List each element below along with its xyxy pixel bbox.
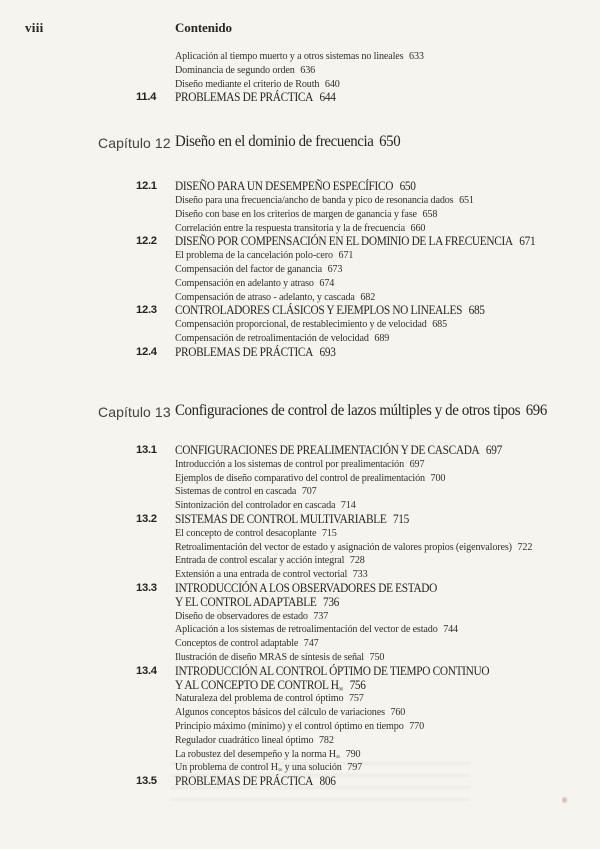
toc-subentry — [0, 734, 600, 748]
subentry-line — [175, 194, 474, 208]
subentry-line — [175, 554, 365, 568]
section-page-number: 644 — [319, 90, 336, 105]
toc-section-entry — [0, 596, 600, 610]
toc-section-entry — [0, 91, 600, 105]
section-title-line — [175, 596, 339, 610]
section-title: SISTEMAS DE CONTROL MULTIVARIABLE — [175, 512, 387, 527]
toc-subentry — [0, 499, 600, 513]
section-title: PROBLEMAS DE PRÁCTICA — [175, 774, 314, 789]
toc-subentry — [0, 318, 600, 332]
subentry-text: Extensión a una entrada de control vectorial — [175, 568, 348, 581]
section-title: CONTROLADORES CLÁSICOS Y EJEMPLOS NO LINEALES — [175, 303, 463, 318]
toc-subentry — [0, 610, 600, 624]
section-title-line — [175, 444, 502, 458]
section-number: 13.4 — [136, 664, 157, 677]
subentry-page-number: 671 — [338, 249, 354, 262]
section-page-number: 693 — [319, 344, 336, 359]
toc-section-entry — [0, 665, 600, 679]
subentry-text: Aplicación a los sistemas de retroalimentación del vector de estado — [175, 623, 438, 636]
toc-subentry — [0, 249, 600, 263]
toc-subentry — [0, 720, 600, 734]
subentry-text: Compensación de retroalimentación de velocidad — [175, 331, 369, 344]
subentry-text: Diseño de observadores de estado — [175, 609, 308, 622]
toc-subentry — [0, 263, 600, 277]
toc-subentry — [0, 568, 600, 582]
subentry-page-number: 660 — [410, 221, 426, 234]
subentry-line — [175, 291, 375, 305]
toc-section-entry — [0, 679, 600, 693]
section-number: 13.5 — [136, 775, 157, 788]
subentry-line — [175, 610, 328, 624]
subentry-line — [175, 541, 532, 555]
section-title-line — [175, 235, 535, 249]
subentry-page-number: 697 — [409, 457, 425, 470]
subentry-text: Diseño para una frecuencia/ancho de banda y pico de resonancia dados — [175, 193, 454, 206]
subentry-line — [175, 249, 353, 263]
section-number: 12.1 — [136, 180, 157, 193]
subentry-text: El concepto de control desacoplante — [175, 526, 317, 539]
chapter-page-number: 650 — [379, 133, 401, 151]
subentry-line — [175, 78, 340, 92]
section-title: INTRODUCCIÓN A LOS OBSERVADORES DE ESTADO — [175, 581, 438, 596]
subentry-page-number: 797 — [347, 761, 363, 774]
toc-subentry — [0, 706, 600, 720]
chapter-title-line — [175, 131, 400, 153]
toc-section-entry — [0, 513, 600, 527]
section-page-number: 806 — [319, 774, 336, 789]
subentry-line — [175, 263, 342, 277]
section-title-line — [175, 304, 485, 318]
toc-subentry — [0, 458, 600, 472]
toc-subentry — [0, 208, 600, 222]
chapter-label: Capítulo 13 — [98, 403, 171, 420]
subentry-text: Ejemplos de diseño comparativo del control de prealimentación — [175, 471, 425, 484]
page-folio: viii — [25, 20, 44, 35]
subentry-line — [175, 458, 424, 472]
subentry-line — [175, 318, 447, 332]
section-title-line — [175, 513, 409, 527]
chapter-title: Diseño en el dominio de frecuencia — [175, 133, 374, 151]
chapter-heading — [0, 400, 600, 422]
section-page-number: 756 — [349, 677, 366, 692]
subentry-page-number: 757 — [348, 692, 364, 705]
toc-subentry — [0, 761, 600, 775]
section-title: Y EL CONTROL ADAPTABLE — [175, 594, 317, 609]
toc-section-entry — [0, 444, 600, 458]
section-title-line — [175, 346, 336, 360]
subentry-page-number: 633 — [409, 50, 424, 62]
toc-section-entry — [0, 775, 600, 789]
toc-section-entry — [0, 346, 600, 360]
subentry-line — [175, 222, 425, 236]
subentry-text: Conceptos de control adaptable — [175, 637, 299, 650]
toc-section-entry — [0, 304, 600, 318]
toc-subentry — [0, 64, 600, 78]
subentry-text: Compensación de atraso - adelanto, y cascada — [175, 290, 355, 303]
subentry-text: Dominancia de segundo orden — [175, 63, 295, 76]
subentry-page-number: 651 — [459, 193, 474, 206]
subentry-line — [175, 485, 317, 499]
section-number: 12.2 — [136, 235, 157, 248]
toc-subentry — [0, 527, 600, 541]
subentry-text: Ilustración de diseño MRAS de síntesis de señal — [175, 651, 364, 663]
subentry-text: Diseño con base en los criterios de margen de ganancia y fase — [175, 207, 417, 220]
subentry-text: Un problema de control $H_\infty$ y una solución — [175, 761, 342, 774]
subentry-text: Naturaleza del problema de control óptimo — [175, 692, 344, 705]
subentry-page-number: 636 — [300, 63, 316, 76]
subentry-line — [175, 332, 389, 346]
subentry-line — [175, 734, 334, 748]
section-title: CONFIGURACIONES DE PREALIMENTACIÓN Y DE CASCADA — [175, 443, 480, 458]
infinity-subscript: ∞ — [338, 683, 344, 693]
section-number: 11.4 — [136, 91, 157, 104]
section-page-number: 736 — [322, 594, 340, 609]
subentry-text: Correlación entre la respuesta transitoria y la de frecuencia — [175, 221, 405, 234]
subentry-page-number: 760 — [390, 706, 406, 719]
section-title: DISEÑO PARA UN DESEMPEÑO ESPECÍFICO — [175, 179, 394, 194]
toc-subentry — [0, 277, 600, 291]
subentry-line — [175, 692, 364, 706]
subentry-page-number: 700 — [430, 471, 446, 484]
toc-subentry — [0, 692, 600, 706]
subentry-line — [175, 50, 424, 64]
paper-speck — [562, 797, 567, 803]
subentry-text: Compensación proporcional, de restablecimiento y de velocidad — [175, 318, 427, 331]
subentry-page-number: 728 — [349, 554, 365, 567]
section-title: INTRODUCCIÓN AL CONTROL ÓPTIMO DE TIEMPO CONTINUO — [175, 663, 490, 678]
toc-subentry — [0, 541, 600, 555]
subentry-line — [175, 472, 445, 486]
subentry-text: Retroalimentación del vector de estado y asignación de valores propios (eigenvalores) — [175, 540, 512, 553]
toc-subentry — [0, 332, 600, 346]
section-number: 13.2 — [136, 513, 157, 526]
subentry-page-number: 673 — [327, 262, 343, 275]
subentry-text: Compensación del factor de ganancia — [175, 262, 322, 275]
section-title: PROBLEMAS DE PRÁCTICA — [175, 344, 314, 359]
section-number: 12.4 — [136, 345, 157, 358]
subentry-page-number: 782 — [319, 733, 334, 746]
subentry-page-number: 640 — [324, 77, 340, 90]
subentry-page-number: 714 — [340, 499, 356, 512]
toc-section-entry — [0, 235, 600, 249]
subentry-page-number: 770 — [409, 719, 424, 732]
running-header: Contenido — [175, 20, 232, 35]
subentry-text: Introducción a los sistemas de control por prealimentación — [175, 457, 405, 470]
section-page-number: 650 — [399, 179, 416, 194]
chapter-heading — [0, 131, 600, 153]
toc-subentry — [0, 50, 600, 64]
subentry-page-number: 733 — [352, 568, 368, 581]
subentry-page-number: 685 — [432, 318, 448, 331]
toc-subentry — [0, 472, 600, 486]
section-page-number: 671 — [519, 234, 536, 249]
chapter-title: Configuraciones de control de lazos múltiples y de otros tipos — [175, 401, 521, 419]
subentry-text: Diseño mediante el criterio de Routh — [175, 77, 320, 90]
section-title: DISEÑO POR COMPENSACIÓN EN EL DOMINIO DE LA FRECUENCIA — [175, 234, 513, 249]
section-page-number: 697 — [485, 443, 502, 458]
toc-subentry — [0, 291, 600, 305]
section-title: PROBLEMAS DE PRÁCTICA — [175, 90, 314, 105]
section-title-line — [175, 775, 336, 789]
subentry-page-number: 744 — [443, 623, 458, 636]
subentry-line — [175, 277, 334, 291]
chapter-page-number: 696 — [525, 401, 547, 419]
toc-subentry — [0, 748, 600, 762]
subentry-text: Algunos conceptos básicos del cálculo de variaciones — [175, 706, 385, 719]
subentry-line — [175, 64, 315, 78]
subentry-line — [175, 651, 384, 665]
section-title-line — [175, 665, 489, 679]
subentry-page-number: 689 — [374, 331, 390, 344]
subentry-page-number: 707 — [301, 485, 317, 498]
toc-subentry — [0, 222, 600, 236]
infinity-subscript: ∞ — [335, 753, 341, 761]
subentry-line — [175, 527, 337, 541]
subentry-line — [175, 623, 458, 637]
subentry-text: Principio máximo (mínimo) y el control óptimo en tiempo — [175, 719, 404, 732]
subentry-line — [175, 706, 405, 720]
toc-body — [0, 50, 600, 789]
section-title-line — [175, 679, 366, 693]
infinity-subscript: ∞ — [277, 767, 283, 774]
subentry-text: Aplicación al tiempo muerto y a otros sistemas no lineales — [175, 50, 404, 62]
subentry-page-number: 715 — [321, 526, 337, 539]
toc-section-entry — [0, 582, 600, 596]
subentry-text: El problema de la cancelación polo-cero — [175, 249, 333, 262]
subentry-line — [175, 748, 360, 762]
subentry-text: Entrada de control escalar y acción integral — [175, 554, 345, 567]
subentry-line — [175, 761, 362, 775]
toc-section-entry — [0, 180, 600, 194]
section-title-line — [175, 180, 416, 194]
section-number: 13.3 — [136, 582, 157, 595]
chapter-title-line — [175, 400, 547, 422]
subentry-text: Sintonización del controlador en cascada — [175, 499, 336, 512]
toc-subentry — [0, 485, 600, 499]
subentry-page-number: 682 — [360, 290, 376, 303]
section-number: 13.1 — [136, 444, 157, 457]
section-title: Y AL CONCEPTO DE CONTROL $H_\infty$ — [175, 677, 344, 693]
section-title-line — [175, 582, 437, 596]
subentry-page-number: 790 — [345, 747, 361, 760]
subentry-page-number: 747 — [303, 637, 319, 650]
subentry-text: Compensación en adelanto y atraso — [175, 276, 314, 289]
toc-subentry — [0, 637, 600, 651]
toc-subentry — [0, 78, 600, 92]
subentry-line — [175, 637, 319, 651]
subentry-page-number: 658 — [422, 207, 438, 220]
subentry-line — [175, 568, 368, 582]
toc-subentry — [0, 554, 600, 568]
subentry-line — [175, 208, 437, 222]
toc-subentry — [0, 194, 600, 208]
subentry-line — [175, 499, 356, 513]
subentry-text: La robustez del desempeño y la norma $H_\infty$ — [175, 747, 341, 761]
section-number: 12.3 — [136, 304, 157, 317]
subentry-text: Regulador cuadrático lineal óptimo — [175, 733, 314, 746]
toc-subentry — [0, 651, 600, 665]
subentry-text: Sistemas de control en cascada — [175, 485, 297, 498]
subentry-page-number: 722 — [517, 540, 533, 553]
subentry-page-number: 674 — [319, 276, 335, 289]
toc-subentry — [0, 623, 600, 637]
section-title-line — [175, 91, 336, 105]
subentry-page-number: 737 — [313, 609, 329, 622]
subentry-line — [175, 720, 424, 734]
chapter-label: Capítulo 12 — [98, 135, 171, 152]
section-page-number: 685 — [468, 303, 485, 318]
subentry-page-number: 750 — [369, 651, 385, 663]
section-page-number: 715 — [392, 512, 409, 527]
